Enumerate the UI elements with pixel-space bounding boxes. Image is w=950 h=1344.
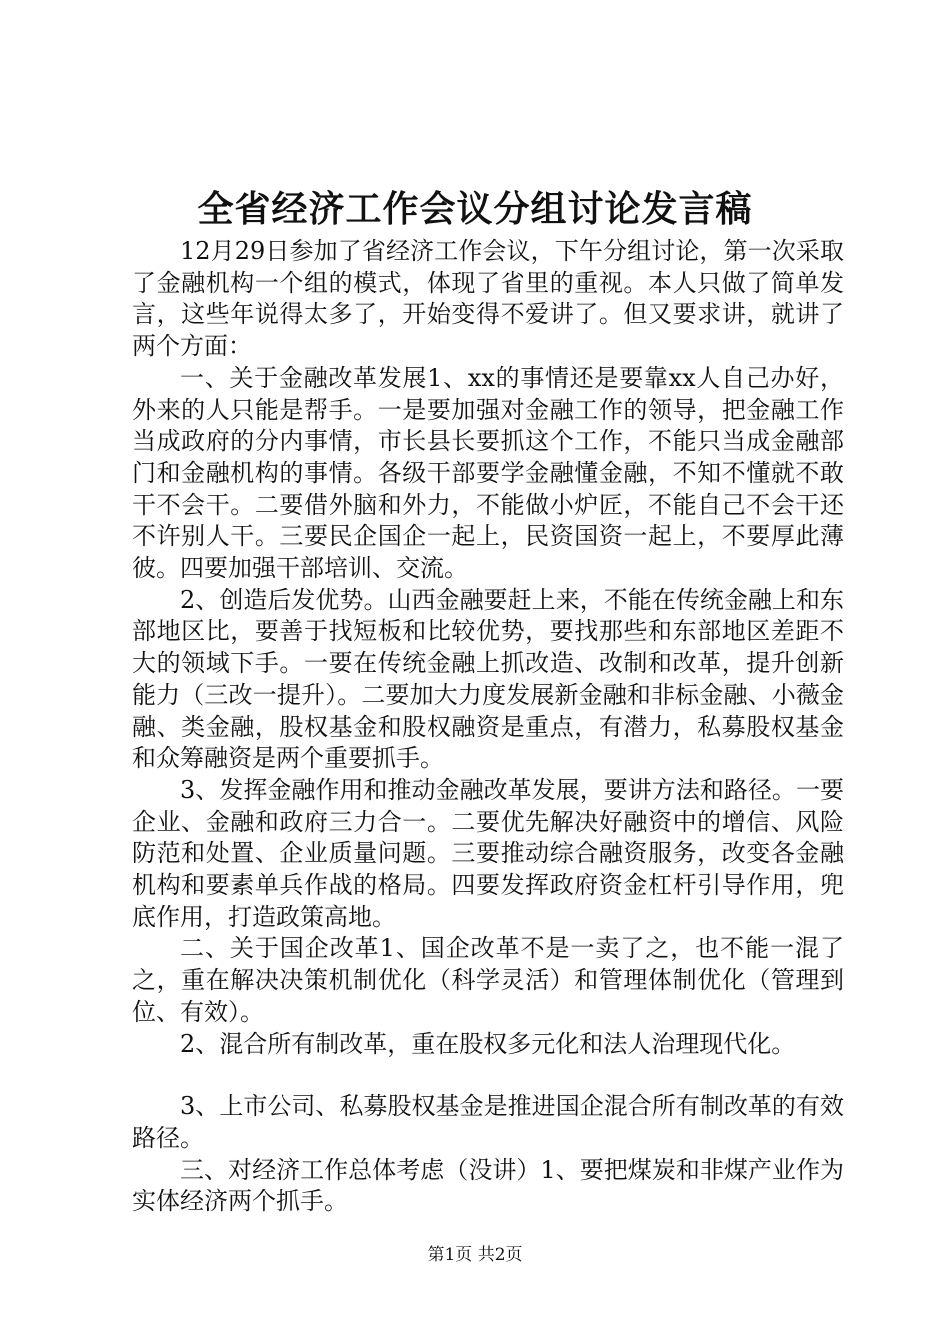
paragraph-finance-reform-3: 3、发挥金融作用和推动金融改革发展，要讲方法和路径。一要企业、金融和政府三力合一。二要优先解决好融资中的增信、风险防范和处置、企业质量问题。三要推动综合融资服务，改变各金融机构和要素单兵作战的格局。四要发挥政府资金杠杆引导作用，兜底作用，打造政策高地。 — [132, 775, 844, 931]
paragraph-finance-reform-1: 一、关于金融改革发展1、xx的事情还是要靠xx人自己办好，外来的人只能是帮手。一是要加强对金融工作的领导，把金融工作当成政府的分内事情，市长县长要抓这个工作，不能只当成金融部门和金融机构的事情。各级干部要学金融懂金融，不知不懂就不敢干不会干。二要借外脑和外力，不能做小炉匠，不能自己不会干还不许别人干。三要民企国企一起上，民资国资一起上，不要厚此薄彼。四要加强干部培训、交流。 — [132, 363, 844, 583]
document-body — [132, 236, 844, 1218]
document-title: 全省经济工作会议分组讨论发言稿 — [197, 188, 753, 230]
page-number-footer: 第1页 共2页 — [427, 1245, 523, 1265]
paragraph-finance-reform-2: 2、创造后发优势。山西金融要赶上来，不能在传统金融上和东部地区比，要善于找短板和比较优势，要找那些和东部地区差距不大的领域下手。一要在传统金融上抓改造、改制和改革，提升创新能力（三改一提升）。二要加大力度发展新金融和非标金融、小薇金融、类金融，股权基金和股权融资是重点，有潜力，私募股权基金和众筹融资是两个重要抓手。 — [132, 585, 844, 773]
paragraph-soe-reform-3: 3、上市公司、私募股权基金是推进国企混合所有制改革的有效路径。 — [132, 1092, 844, 1152]
paragraph-intro: 12月29日参加了省经济工作会议，下午分组讨论，第一次采取了金融机构一个组的模式，体现了省里的重视。本人只做了简单发言，这些年说得太多了，开始变得不爱讲了。但又要求讲，就讲了两个方面： — [132, 237, 844, 361]
paragraph-economic-work: 三、对经济工作总体考虑（没讲）1、要把煤炭和非煤产业作为实体经济两个抓手。 — [132, 1155, 844, 1216]
paragraph-soe-reform-1: 二、关于国企改革1、国企改革不是一卖了之，也不能一混了之，重在解决决策机制优化（科学灵活）和管理体制优化（管理到位、有效）。 — [132, 934, 844, 1026]
paragraph-soe-reform-2: 2、混合所有制改革，重在股权多元化和法人治理现代化。 — [180, 1029, 796, 1058]
